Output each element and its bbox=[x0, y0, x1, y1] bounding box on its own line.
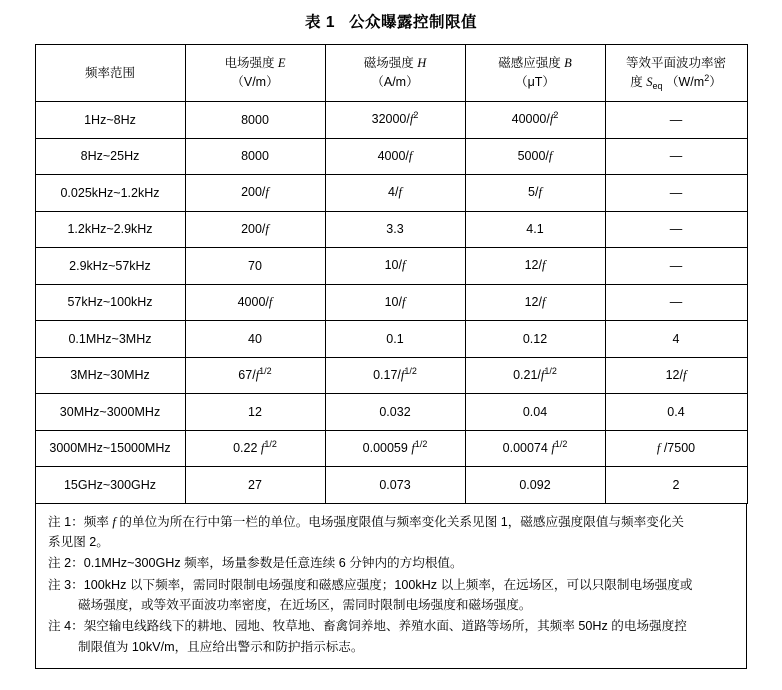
cell-magnetic-field: 0.032 bbox=[325, 394, 465, 431]
note-3-label: 注 3： bbox=[48, 577, 84, 592]
table-title bbox=[0, 0, 782, 44]
note-3-line2: 磁场强度，或等效平面波功率密度，在近场区，需同时限制电场强度和磁场强度。 bbox=[78, 598, 532, 613]
cell-electric-field: 200/f bbox=[185, 211, 325, 248]
exposure-limits-table bbox=[35, 44, 748, 504]
header-power-density-line1: 等效平面波功率密 bbox=[625, 56, 726, 71]
header-magnetic-flux bbox=[465, 45, 605, 102]
note-1-line2: 系见图 2。 bbox=[48, 534, 109, 549]
cell-power-density: — bbox=[605, 175, 747, 212]
cell-power-density: 2 bbox=[605, 467, 747, 504]
cell-electric-field: 8000 bbox=[185, 138, 325, 175]
header-magnetic-field-line2: （A/m） bbox=[371, 75, 419, 89]
cell-power-density: — bbox=[605, 284, 747, 321]
cell-magnetic-field: 10/f bbox=[325, 284, 465, 321]
note-2-label: 注 2： bbox=[48, 556, 84, 571]
cell-electric-field: 70 bbox=[185, 248, 325, 285]
cell-frequency-range: 1Hz~8Hz bbox=[35, 102, 185, 139]
cell-power-density: 12/f bbox=[605, 357, 747, 394]
cell-magnetic-flux: 12/f bbox=[465, 284, 605, 321]
note-1 bbox=[48, 512, 734, 553]
cell-magnetic-flux: $40000/f^2$ bbox=[465, 102, 605, 139]
cell-electric-field: 0.22 $f^{1/2}$ bbox=[185, 430, 325, 467]
table-row bbox=[35, 138, 747, 175]
note-2-line1: 0.1MHz~300GHz 频率，场量参数是任意连续 6 分钟内的方均根值。 bbox=[83, 556, 463, 571]
header-electric-field-line2: （V/m） bbox=[231, 75, 279, 89]
cell-magnetic-field: 0.1 bbox=[325, 321, 465, 358]
table-row bbox=[35, 248, 747, 285]
cell-frequency-range: 30MHz~3000MHz bbox=[35, 394, 185, 431]
note-1-line1: 频率 f 的单位为所在行中第一栏的单位。电场强度限值与频率变化关系见图 1，磁感应强度限值与频率变化关 bbox=[83, 514, 685, 529]
cell-frequency-range: 3000MHz~15000MHz bbox=[35, 430, 185, 467]
header-magnetic-flux-line1: 磁感应强度 B bbox=[498, 56, 572, 71]
cell-magnetic-field: 0.073 bbox=[325, 467, 465, 504]
header-frequency-range: 频率范围 bbox=[35, 45, 185, 102]
cell-magnetic-field: $32000/f^2$ bbox=[325, 102, 465, 139]
cell-electric-field: 8000 bbox=[185, 102, 325, 139]
header-electric-field bbox=[185, 45, 325, 102]
table-header-row bbox=[35, 45, 747, 102]
cell-frequency-range: 57kHz~100kHz bbox=[35, 284, 185, 321]
header-power-density bbox=[605, 45, 747, 102]
header-magnetic-field bbox=[325, 45, 465, 102]
cell-power-density: — bbox=[605, 138, 747, 175]
cell-electric-field: 4000/f bbox=[185, 284, 325, 321]
table-row bbox=[35, 430, 747, 467]
cell-frequency-range: 0.1MHz~3MHz bbox=[35, 321, 185, 358]
cell-frequency-range: 0.025kHz~1.2kHz bbox=[35, 175, 185, 212]
cell-power-density: — bbox=[605, 102, 747, 139]
header-electric-field-line1: 电场强度 E bbox=[224, 56, 286, 71]
cell-magnetic-flux: 5/f bbox=[465, 175, 605, 212]
cell-magnetic-flux: 4.1 bbox=[465, 211, 605, 248]
note-2 bbox=[48, 553, 734, 573]
cell-magnetic-field: 10/f bbox=[325, 248, 465, 285]
cell-electric-field: 27 bbox=[185, 467, 325, 504]
cell-power-density: f /7500 bbox=[605, 430, 747, 467]
header-magnetic-field-line1: 磁场强度 H bbox=[363, 56, 427, 71]
cell-power-density: 0.4 bbox=[605, 394, 747, 431]
cell-magnetic-flux: 0.00074 $f^{1/2}$ bbox=[465, 430, 605, 467]
cell-electric-field: 40 bbox=[185, 321, 325, 358]
table-title-text: 公众曝露控制限值 bbox=[348, 14, 477, 31]
cell-electric-field: 12 bbox=[185, 394, 325, 431]
cell-magnetic-field: $0.17/f^{1/2}$ bbox=[325, 357, 465, 394]
cell-frequency-range: 3MHz~30MHz bbox=[35, 357, 185, 394]
header-power-density-line2: 度 $S_{eq}$ $(W/m^2)$ bbox=[630, 73, 722, 91]
table-row bbox=[35, 102, 747, 139]
note-4 bbox=[48, 616, 734, 657]
table-row bbox=[35, 394, 747, 431]
table-body bbox=[35, 102, 747, 504]
note-4-line1: 架空输电线路线下的耕地、园地、牧草地、畜禽饲养地、养殖水面、道路等场所，其频率 50Hz 的电场强度控 bbox=[83, 619, 687, 634]
table-title-number: 表 1 bbox=[305, 14, 335, 31]
cell-power-density: — bbox=[605, 248, 747, 285]
cell-magnetic-flux: 5000/f bbox=[465, 138, 605, 175]
table-header bbox=[35, 45, 747, 102]
cell-electric-field: $67/f^{1/2}$ bbox=[185, 357, 325, 394]
cell-frequency-range: 15GHz~300GHz bbox=[35, 467, 185, 504]
header-magnetic-flux-line2: （μT） bbox=[515, 75, 555, 89]
table-row bbox=[35, 467, 747, 504]
note-1-label: 注 1： bbox=[48, 514, 84, 529]
cell-magnetic-flux: 12/f bbox=[465, 248, 605, 285]
cell-magnetic-flux: 0.12 bbox=[465, 321, 605, 358]
cell-electric-field: 200/f bbox=[185, 175, 325, 212]
table-row bbox=[35, 357, 747, 394]
cell-power-density: 4 bbox=[605, 321, 747, 358]
table-row bbox=[35, 211, 747, 248]
note-3-line1: 100kHz 以下频率，需同时限制电场强度和磁感应强度；100kHz 以上频率，在远场区，可以只限制电场强度或 bbox=[83, 577, 693, 592]
cell-magnetic-field: 0.00059 $f^{1/2}$ bbox=[325, 430, 465, 467]
table-row bbox=[35, 284, 747, 321]
table-row bbox=[35, 321, 747, 358]
note-4-line2: 制限值为 10kV/m，且应给出警示和防护指示标志。 bbox=[78, 639, 364, 654]
cell-frequency-range: 8Hz~25Hz bbox=[35, 138, 185, 175]
cell-magnetic-field: 3.3 bbox=[325, 211, 465, 248]
cell-power-density: — bbox=[605, 211, 747, 248]
table-row bbox=[35, 175, 747, 212]
cell-magnetic-field: 4000/f bbox=[325, 138, 465, 175]
cell-magnetic-flux: 0.092 bbox=[465, 467, 605, 504]
cell-frequency-range: 2.9kHz~57kHz bbox=[35, 248, 185, 285]
cell-frequency-range: 1.2kHz~2.9kHz bbox=[35, 211, 185, 248]
cell-magnetic-flux: $0.21/f^{1/2}$ bbox=[465, 357, 605, 394]
cell-magnetic-flux: 0.04 bbox=[465, 394, 605, 431]
note-4-label: 注 4： bbox=[48, 619, 84, 634]
note-3 bbox=[48, 575, 734, 616]
table-notes bbox=[35, 504, 747, 670]
cell-magnetic-field: 4/f bbox=[325, 175, 465, 212]
